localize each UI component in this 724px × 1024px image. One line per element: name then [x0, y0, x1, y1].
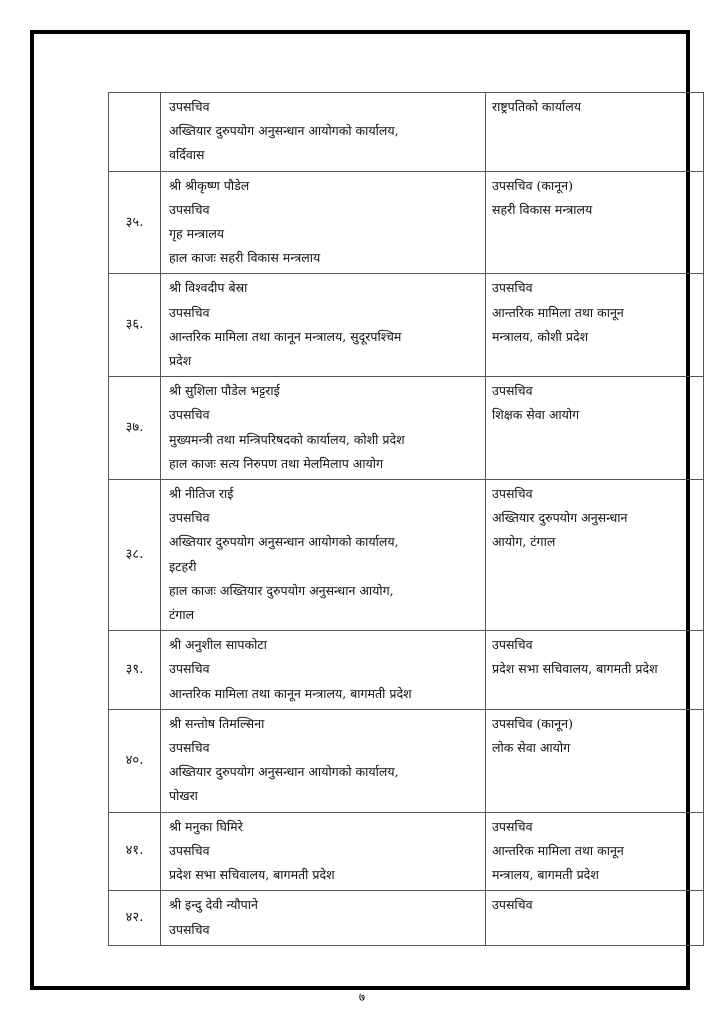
current-post-line: गृह मन्त्रालय	[169, 226, 225, 242]
table-row	[109, 274, 704, 377]
current-post-line: उपसचिव	[169, 407, 210, 423]
new-post-line: उपसचिव (कानून)	[492, 715, 573, 731]
current-post-line: उपसचिव	[169, 304, 210, 320]
current-post-line: श्री विश्वदीप बेस्रा	[169, 280, 248, 296]
current-post-cell	[161, 93, 486, 172]
row-number: ३९.	[109, 631, 161, 710]
row-number: ३८.	[109, 480, 161, 631]
new-post-line: आयोग, टंगाल	[492, 534, 556, 550]
current-post-line: हाल काजः अख्तियार दुरुपयोग अनुसन्धान आयोग,	[169, 582, 394, 598]
current-post-line: श्री अनुशील सापकोटा	[169, 637, 267, 653]
current-post-line: प्रदेश	[169, 353, 192, 369]
table-row	[109, 480, 704, 631]
row-number: ३५.	[109, 171, 161, 274]
new-post-line: उपसचिव	[492, 818, 533, 834]
new-post-line: आन्तरिक मामिला तथा कानून	[492, 304, 624, 320]
current-post-line: मुख्यमन्त्री तथा मन्त्रिपरिषदको कार्यालय, कोशी प्रदेश	[169, 431, 405, 447]
current-post-cell	[161, 274, 486, 377]
new-post-line: सहरी विकास मन्त्रालय	[492, 201, 593, 217]
current-post-line: आन्तरिक मामिला तथा कानून मन्त्रालय, बागमती प्रदेश	[169, 685, 412, 701]
new-post-line: उपसचिव	[492, 637, 533, 653]
new-post-line: अख्तियार दुरुपयोग अनुसन्धान	[492, 510, 628, 526]
new-post-line: प्रदेश सभा सचिवालय, बागमती प्रदेश	[492, 661, 658, 677]
current-post-cell	[161, 480, 486, 631]
table-row	[109, 812, 704, 891]
current-post-cell	[161, 631, 486, 710]
current-post-line: पोखरा	[169, 788, 198, 804]
new-post-line: मन्त्रालय, बागमती प्रदेश	[492, 867, 599, 883]
new-post-line: उपसचिव	[492, 383, 533, 399]
table-row	[109, 631, 704, 710]
current-post-line: श्री मनुका घिमिरे	[169, 818, 243, 834]
table-row	[109, 377, 704, 480]
current-post-line: उपसचिव	[169, 510, 210, 526]
current-post-line: वर्दिवास	[169, 147, 205, 163]
current-post-line: उपसचिव	[169, 842, 210, 858]
new-post-line: शिक्षक सेवा आयोग	[492, 407, 580, 423]
current-post-line: इटहरी	[169, 558, 197, 574]
current-post-cell	[161, 709, 486, 812]
new-post-line: उपसचिव	[492, 897, 533, 913]
current-post-cell	[161, 171, 486, 274]
current-post-line: अख्तियार दुरुपयोग अनुसन्धान आयोगको कार्यालय,	[169, 534, 399, 550]
row-number: ४०.	[109, 709, 161, 812]
page-number: ७	[358, 990, 366, 1004]
new-post-line: आन्तरिक मामिला तथा कानून	[492, 842, 624, 858]
new-post-cell	[486, 631, 704, 710]
current-post-line: उपसचिव	[169, 921, 210, 937]
current-post-cell	[161, 812, 486, 891]
current-post-line: उपसचिव	[169, 99, 210, 114]
current-post-line: श्री इन्दु देवी न्यौपाने	[169, 897, 258, 913]
row-number: ३७.	[109, 377, 161, 480]
current-post-line: अख्तियार दुरुपयोग अनुसन्धान आयोगको कार्यालय,	[169, 123, 399, 139]
row-number: ४२.	[109, 891, 161, 945]
new-post-cell	[486, 709, 704, 812]
current-post-line: उपसचिव	[169, 661, 210, 677]
current-post-line: हाल काजः सत्य निरुपण तथा मेलमिलाप आयोग	[169, 455, 384, 471]
new-post-cell	[486, 171, 704, 274]
table-row	[109, 93, 704, 172]
new-post-cell	[486, 274, 704, 377]
current-post-line: उपसचिव	[169, 740, 210, 756]
new-post-line: राष्ट्रपतिको कार्यालय	[492, 99, 581, 114]
row-number: ४१.	[109, 812, 161, 891]
current-post-line: प्रदेश सभा सचिवालय, बागमती प्रदेश	[169, 867, 335, 883]
new-post-cell	[486, 480, 704, 631]
table-row	[109, 891, 704, 945]
transfer-table	[108, 92, 704, 946]
new-post-line: लोक सेवा आयोग	[492, 740, 571, 756]
table-row	[109, 171, 704, 274]
new-post-cell	[486, 377, 704, 480]
new-post-cell	[486, 812, 704, 891]
new-post-cell	[486, 891, 704, 945]
new-post-cell	[486, 93, 704, 172]
row-number: ३६.	[109, 274, 161, 377]
current-post-cell	[161, 891, 486, 945]
current-post-cell	[161, 377, 486, 480]
table-row	[109, 709, 704, 812]
current-post-line: हाल काजः सहरी विकास मन्त्रलाय	[169, 250, 321, 266]
current-post-line: उपसचिव	[169, 201, 210, 217]
current-post-line: अख्तियार दुरुपयोग अनुसन्धान आयोगको कार्यालय,	[169, 764, 399, 780]
new-post-line: मन्त्रालय, कोशी प्रदेश	[492, 328, 589, 344]
current-post-line: श्री सुशिला पौडेल भट्टराई	[169, 383, 280, 399]
current-post-line: श्री सन्तोष तिमल्सिना	[169, 715, 265, 731]
current-post-line: टंगाल	[169, 607, 195, 623]
row-number	[109, 93, 161, 172]
new-post-line: उपसचिव	[492, 486, 533, 502]
current-post-line: श्री श्रीकृष्ण पौडेल	[169, 177, 250, 193]
current-post-line: आन्तरिक मामिला तथा कानून मन्त्रालय, सुदूरपश्चिम	[169, 328, 402, 344]
new-post-line: उपसचिव	[492, 280, 533, 296]
new-post-line: उपसचिव (कानून)	[492, 177, 573, 193]
current-post-line: श्री नीतिज राई	[169, 486, 234, 502]
